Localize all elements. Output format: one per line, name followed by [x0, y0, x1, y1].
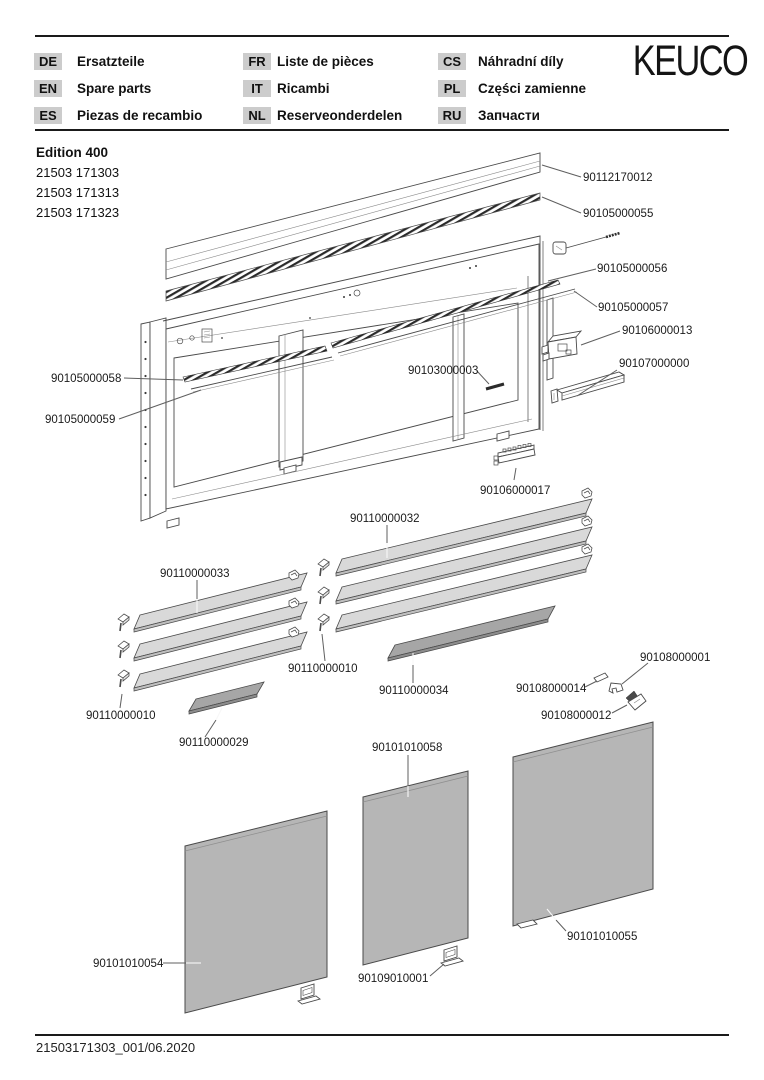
shelf-pin-clip [318, 559, 329, 576]
shelf-hook-clip [582, 544, 592, 554]
lang-label-pl: Części zamienne [478, 81, 587, 96]
part-number-label: 90110000032 [350, 513, 420, 525]
tinted-shelf-part [388, 606, 555, 661]
mirror-door-middle [363, 771, 468, 966]
shelf-pin-clip [118, 614, 129, 631]
part-number-label: 90110000010 [288, 663, 358, 675]
shelf-pin-clip [318, 587, 329, 604]
mirror-door-left [185, 811, 327, 1013]
lang-code-pl: PL [438, 80, 466, 97]
door-clip-parts [594, 673, 646, 710]
shelf-pin-clip [318, 614, 329, 631]
lang-label-de: Ersatzteile [77, 54, 145, 69]
part-number-label: 90110000029 [179, 737, 249, 749]
part-number-label: 90110000034 [379, 685, 449, 697]
part-number-label: 90105000055 [583, 208, 654, 220]
door-foot-bracket [441, 946, 463, 966]
part-number-label: 90108000001 [640, 652, 711, 664]
lang-code-es: ES [34, 107, 62, 124]
lang-label-it: Ricambi [277, 81, 330, 96]
lang-code-fr: FR [243, 53, 271, 70]
lang-code-ru: RU [438, 107, 466, 124]
model-number: 21503 171323 [36, 205, 120, 220]
model-number: 21503 171303 [36, 165, 120, 180]
part-number-label: 90105000058 [51, 373, 122, 385]
part-number-label: 90108000014 [516, 683, 587, 695]
door-foot-bracket [298, 984, 320, 1004]
shelf-pin-clip [118, 641, 129, 658]
part-number-label: 90110000010 [86, 710, 156, 722]
lang-code-nl: NL [243, 107, 271, 124]
part-number-label: 90105000059 [45, 414, 116, 426]
shelf-hook-clip [582, 516, 592, 526]
model-number: 21503 171313 [36, 185, 120, 200]
part-number-label: 90106000013 [622, 325, 693, 337]
small-tinted-shelf-part [189, 682, 264, 714]
part-number-label: 90101010054 [93, 958, 164, 970]
light-module-part [551, 372, 624, 403]
lang-label-fr: Liste de pièces [277, 54, 374, 69]
footer-rule [35, 1034, 729, 1036]
part-number-label: 90107000000 [619, 358, 690, 370]
part-number-label: 90108000012 [541, 710, 612, 722]
lang-code-cs: CS [438, 53, 466, 70]
part-number-label: 90105000056 [597, 263, 668, 275]
mirror-door-right [513, 722, 653, 928]
series-title: Edition 400 [36, 145, 109, 160]
lang-label-ru: Запчасти [478, 108, 540, 123]
keuco-logo: KEUCO [632, 37, 748, 85]
part-number-label: 90106000017 [480, 485, 551, 497]
lang-label-en: Spare parts [77, 81, 152, 96]
part-number-label: 90105000057 [598, 302, 669, 314]
lang-code-de: DE [34, 53, 62, 70]
lang-label-es: Piezas de recambio [77, 108, 203, 123]
cable-tie-part [553, 233, 620, 254]
lang-label-cs: Náhradní díly [478, 54, 564, 69]
shelf-hook-clip [289, 598, 299, 608]
lang-code-en: EN [34, 80, 62, 97]
terminal-strip-part [494, 444, 535, 466]
shelf-hook-clip [289, 627, 299, 637]
part-number-label: 90101010058 [372, 742, 443, 754]
part-number-label: 90103000003 [408, 365, 479, 377]
lang-code-it: IT [243, 80, 271, 97]
shelf-hook-clip [289, 570, 299, 580]
part-number-label: 90110000033 [160, 568, 230, 580]
part-number-label: 90101010055 [567, 931, 638, 943]
part-number-label: 90109010001 [358, 973, 429, 985]
glass-shelf-group-left [118, 570, 307, 691]
part-number-label: 90112170012 [583, 172, 653, 184]
lang-label-nl: Reserveonderdelen [277, 108, 403, 123]
shelf-hook-clip [582, 488, 592, 498]
shelf-pin-clip [118, 670, 129, 687]
document-id: 21503171303_001/06.2020 [36, 1040, 196, 1055]
